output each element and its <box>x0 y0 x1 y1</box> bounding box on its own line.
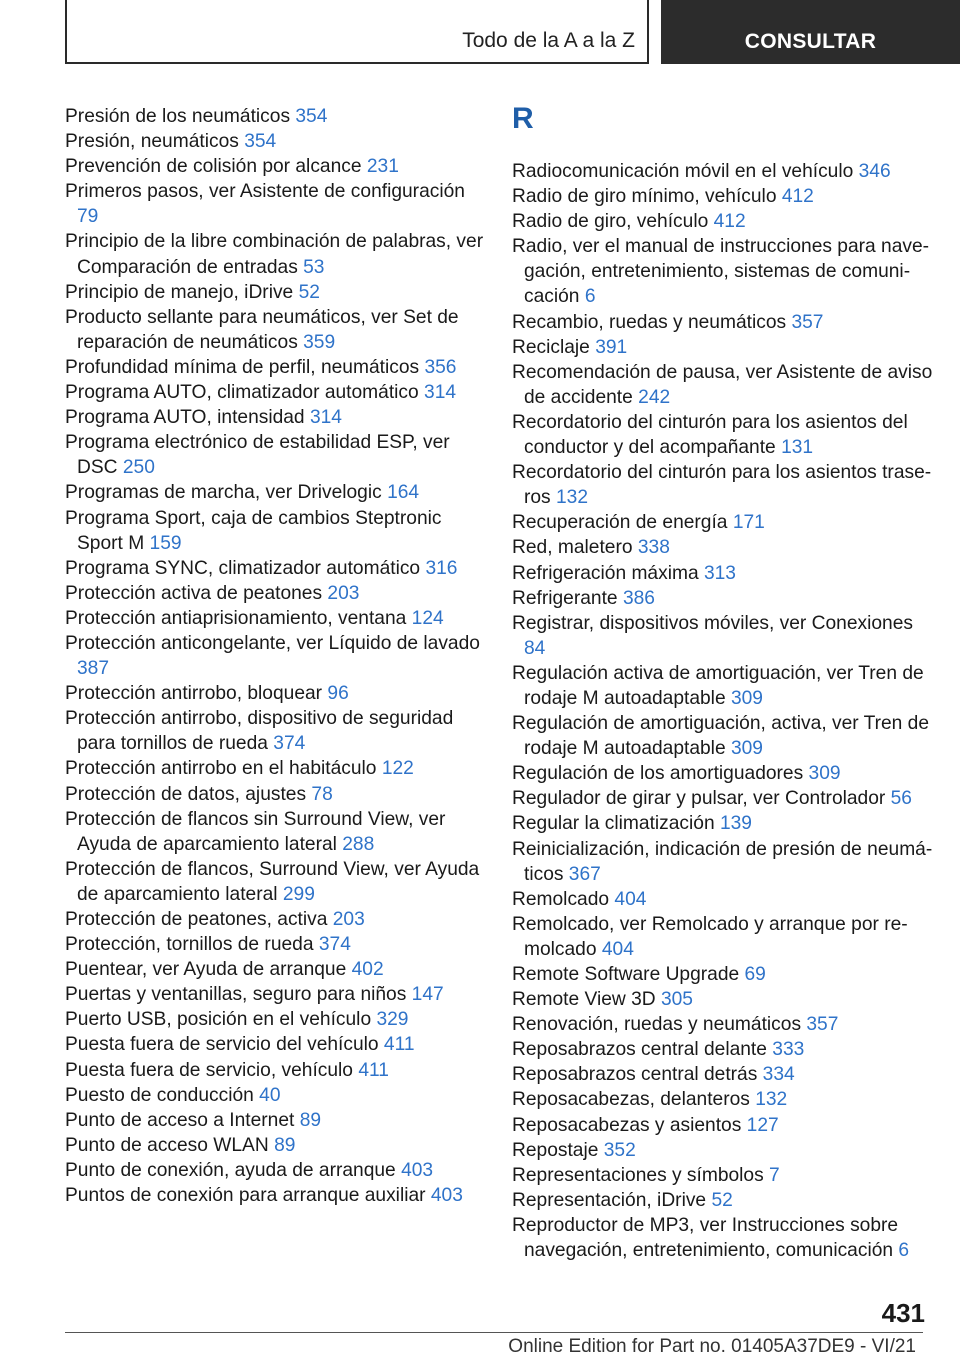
index-entry-page-link[interactable]: 403 <box>401 1159 434 1181</box>
index-entry-term: Recomendación de pausa, ver Asistente de aviso de accidente <box>512 361 933 408</box>
index-entry-term: Reposabrazos central delante <box>512 1039 767 1061</box>
index-entry <box>65 1183 485 1208</box>
index-entry-page-link[interactable]: 367 <box>568 863 601 885</box>
index-entry-term: Remolcado, ver Remolcado y arranque por remolcado <box>512 913 908 960</box>
index-entry-page-link[interactable]: 356 <box>424 356 457 378</box>
index-entry-term: Producto sellante para neumáticos, ver Set de reparación de neumáticos <box>65 306 459 353</box>
index-entry <box>65 305 485 355</box>
index-column-right <box>512 104 936 1263</box>
index-entry-term: Representaciones y símbolos <box>512 1164 764 1186</box>
index-entry-term: Refrigeración máxima <box>512 562 699 584</box>
index-entry <box>512 761 936 786</box>
index-entry <box>65 556 485 581</box>
index-entry-page-link[interactable]: 334 <box>762 1064 795 1086</box>
index-entry <box>65 355 485 380</box>
index-entry-page-link[interactable]: 412 <box>781 186 814 208</box>
index-entry <box>512 1163 936 1188</box>
index-entry-term: Protección de flancos, Surround View, ver Ayuda de aparcamiento lateral <box>65 858 480 905</box>
index-entry-term: Protección de peatones, activa <box>65 909 328 930</box>
index-entry-page-link[interactable]: 84 <box>524 637 546 659</box>
index-entry <box>512 786 936 811</box>
index-entry-term: Refrigerante <box>512 587 618 609</box>
index-entry-page-link[interactable]: 316 <box>425 557 458 579</box>
index-entry-page-link[interactable]: 288 <box>342 833 375 855</box>
index-entry <box>512 811 936 836</box>
index-entry <box>512 1037 936 1062</box>
index-entry-page-link[interactable]: 412 <box>713 211 746 233</box>
header-rule-bottom <box>65 62 649 64</box>
index-entry-page-link[interactable]: 171 <box>732 512 765 534</box>
index-entry-term: Remote View 3D <box>512 989 656 1011</box>
index-entry-page-link[interactable]: 357 <box>791 311 824 333</box>
index-entry <box>65 480 485 505</box>
index-entry-term: Puerto USB, posición en el vehículo <box>65 1009 372 1031</box>
index-entry-term: Programas de marcha, ver Drivelogic <box>65 482 382 504</box>
index-entry-page-link[interactable]: 403 <box>430 1185 463 1207</box>
index-entry-page-link[interactable]: 164 <box>387 482 420 504</box>
index-entry-term: Radio, ver el manual de instrucciones para navegación, entretenimiento, sistemas de comunicación <box>512 236 930 308</box>
index-entry-term: Puesta fuera de servicio del vehículo <box>65 1034 379 1056</box>
index-entry-page-link[interactable]: 89 <box>274 1134 296 1156</box>
index-entry <box>512 711 936 761</box>
index-entry <box>512 310 936 335</box>
index-entry-term: Protección antirrobo en el habitáculo <box>65 758 377 780</box>
index-entry <box>65 706 485 756</box>
index-entry-page-link[interactable]: 139 <box>719 813 752 835</box>
index-entry-term: Recordatorio del cinturón para los asientos traseros <box>512 462 932 509</box>
index-entry-term: Puntos de conexión para arranque auxiliar <box>65 1185 426 1207</box>
index-entry-term: Representación, iDrive <box>512 1189 707 1211</box>
index-entry-term: Reposabrazos central detrás <box>512 1064 758 1086</box>
index-entry-term: Radiocomunicación móvil en el vehículo <box>512 161 854 182</box>
index-entry-page-link[interactable]: 127 <box>746 1114 779 1136</box>
index-entry <box>512 837 936 887</box>
index-entry-term: Reciclaje <box>512 336 590 358</box>
index-entry-page-link[interactable]: 40 <box>259 1084 281 1106</box>
index-entry-term: Protección activa de peatones <box>65 582 323 604</box>
index-entry-term: Regulación de los amortiguadores <box>512 763 804 785</box>
index-entry-term: Radio de giro, vehículo <box>512 211 709 233</box>
index-entry <box>512 510 936 535</box>
index-entry-term: Regular la climatización <box>512 813 715 835</box>
index-entry-page-link[interactable]: 314 <box>309 407 342 429</box>
index-entry-term: Programa AUTO, intensidad <box>65 407 305 429</box>
index-entry-page-link[interactable]: 354 <box>295 106 328 127</box>
index-entry-term: Programa Sport, caja de cambios Steptronic Sport M <box>65 507 442 554</box>
index-entry-page-link[interactable]: 411 <box>358 1059 389 1081</box>
index-entry-page-link[interactable]: 7 <box>769 1164 780 1186</box>
index-entry-term: Prevención de colisión por alcance <box>65 156 362 178</box>
index-entry-term: Recordatorio del cinturón para los asientos del conductor y del acompañante <box>512 411 908 459</box>
index-entry <box>512 184 936 209</box>
index-entry-term: Registrar, dispositivos móviles, ver Conexiones <box>512 612 913 634</box>
index-entry <box>65 129 485 154</box>
index-entry-page-link[interactable]: 78 <box>311 783 333 805</box>
index-entry <box>512 962 936 987</box>
index-entry-term: Regulador de girar y pulsar, ver Controlador <box>512 788 886 810</box>
index-entry-page-link[interactable]: 386 <box>622 587 655 609</box>
index-entry-page-link[interactable]: 374 <box>318 934 351 956</box>
index-entry-page-link[interactable]: 411 <box>383 1034 415 1056</box>
index-entry-page-link[interactable]: 159 <box>149 532 182 554</box>
index-entry <box>65 807 485 857</box>
index-entry-page-link[interactable]: 147 <box>411 984 444 1006</box>
index-entry-term: Programa AUTO, climatizador automático <box>65 382 419 404</box>
index-entry-page-link[interactable]: 299 <box>282 883 315 905</box>
index-entry <box>65 506 485 556</box>
index-entry-term: Renovación, ruedas y neumáticos <box>512 1014 802 1036</box>
index-entry <box>65 104 485 129</box>
index-entry <box>65 229 485 279</box>
index-column-left <box>65 104 485 1208</box>
index-entry <box>512 1012 936 1037</box>
index-entry-page-link[interactable]: 6 <box>584 286 596 308</box>
index-entry-page-link[interactable]: 53 <box>303 256 325 278</box>
index-entry-term: Regulación activa de amortiguación, ver Tren de rodaje M autoadaptable <box>512 662 924 709</box>
index-entry-term: Recambio, ruedas y neumáticos <box>512 311 787 333</box>
index-entry-page-link[interactable]: 132 <box>556 487 589 509</box>
index-entry-term: Principio de manejo, iDrive <box>65 281 294 303</box>
index-entry-page-link[interactable]: 203 <box>332 909 365 930</box>
index-entry-page-link[interactable]: 309 <box>808 763 841 785</box>
index-letter-heading: R <box>512 102 534 135</box>
index-entry-term: Protección de flancos sin Surround View, ver Ayuda de aparcamiento lateral <box>65 808 446 855</box>
index-entry-page-link[interactable]: 52 <box>711 1189 733 1211</box>
index-entry <box>512 360 936 410</box>
index-entry-page-link[interactable]: 6 <box>898 1240 910 1262</box>
index-entry-page-link[interactable]: 305 <box>660 989 693 1011</box>
index-entry-term: Red, maletero <box>512 537 633 559</box>
index-entry-term: Punto de acceso a Internet <box>65 1109 295 1131</box>
index-entry <box>512 1138 936 1163</box>
index-entry <box>512 159 936 184</box>
index-entry-page-link[interactable]: 313 <box>703 562 736 584</box>
index-entry-term: Presión, neumáticos <box>65 131 239 153</box>
index-entry-page-link[interactable]: 309 <box>730 738 763 760</box>
index-entry-term: Puertas y ventanillas, seguro para niños <box>65 984 407 1006</box>
index-entry-term: Presión de los neumáticos <box>65 106 291 127</box>
index-entry-page-link[interactable]: 374 <box>273 733 306 755</box>
index-entry <box>512 1113 936 1138</box>
index-entry <box>65 857 485 907</box>
index-entry <box>512 209 936 234</box>
index-entry-page-link[interactable]: 131 <box>781 437 814 459</box>
index-entry-page-link[interactable]: 250 <box>122 457 155 479</box>
index-entry-term: Reposacabezas, delanteros <box>512 1089 750 1111</box>
index-entry-page-link[interactable]: 404 <box>601 938 634 960</box>
index-entry <box>65 581 485 606</box>
index-entry-term: Reposacabezas y asientos <box>512 1114 742 1136</box>
index-entry-page-link[interactable]: 346 <box>858 161 891 182</box>
index-entry-page-link[interactable]: 69 <box>744 964 766 985</box>
index-entry <box>512 1213 936 1263</box>
index-entry <box>65 380 485 405</box>
consult-tab[interactable]: CONSULTAR <box>661 0 960 64</box>
index-entry-page-link[interactable]: 231 <box>366 156 399 178</box>
index-entry-term: Programa electrónico de estabilidad ESP, ver DSC <box>65 432 450 479</box>
index-entry <box>512 661 936 711</box>
index-entry-term: Protección antirrobo, bloquear <box>65 683 323 705</box>
index-entry-term: Remolcado <box>512 888 610 910</box>
index-entry <box>512 1062 936 1087</box>
index-entry-page-link[interactable]: 359 <box>303 331 336 353</box>
index-entry <box>65 606 485 631</box>
index-entry-page-link[interactable]: 329 <box>376 1009 409 1031</box>
index-entry-page-link[interactable]: 79 <box>77 206 99 228</box>
index-entry <box>512 1188 936 1213</box>
index-entry-term: Radio de giro mínimo, vehículo <box>512 186 777 208</box>
index-entry-page-link[interactable]: 352 <box>603 1139 636 1161</box>
page-number: 431 <box>881 1298 925 1328</box>
index-entry <box>65 154 485 179</box>
index-entry-page-link[interactable]: 132 <box>755 1089 788 1111</box>
index-entry-page-link[interactable]: 402 <box>351 959 384 981</box>
index-entry-page-link[interactable]: 89 <box>299 1109 322 1131</box>
index-entry-term: Puesta fuera de servicio, vehículo <box>65 1059 353 1081</box>
index-entry <box>65 1032 485 1057</box>
footer-edition: Online Edition for Part no. 01405A37DE9 - VI/21 <box>508 1336 916 1357</box>
index-entry <box>512 460 936 510</box>
index-entry-page-link[interactable]: 124 <box>411 607 444 629</box>
index-entry <box>512 535 936 560</box>
index-entry-term: Puesto de conducción <box>65 1084 254 1106</box>
index-entry-term: Profundidad mínima de perfil, neumáticos <box>65 356 420 378</box>
index-entry-page-link[interactable]: 354 <box>244 131 277 153</box>
index-entry-term: Puentear, ver Ayuda de arranque <box>65 959 347 981</box>
index-entry <box>65 1083 485 1108</box>
section-title[interactable]: Todo de la A a la Z <box>462 29 635 52</box>
header-rule-mid <box>647 0 649 64</box>
index-entry-term: Recuperación de energía <box>512 512 728 534</box>
index-entry-term: Protección de datos, ajustes <box>65 783 307 805</box>
index-entry-page-link[interactable]: 56 <box>890 788 912 810</box>
index-entry-page-link[interactable]: 52 <box>298 281 320 303</box>
index-entry <box>65 1007 485 1032</box>
index-entry-page-link[interactable]: 338 <box>637 537 670 559</box>
index-entry-page-link[interactable]: 391 <box>595 336 628 358</box>
footer-rule <box>65 1332 923 1333</box>
index-entry <box>512 912 936 962</box>
index-entry-page-link[interactable]: 242 <box>638 386 671 408</box>
index-entry-page-link[interactable]: 404 <box>614 888 647 910</box>
index-entry <box>65 1108 485 1133</box>
index-entry-term: Principio de la libre combinación de palabras, ver Comparación de entradas <box>65 231 484 278</box>
index-entry <box>65 982 485 1007</box>
index-entry <box>65 957 485 982</box>
index-entry-term: Primeros pasos, ver Asistente de configuración <box>65 181 465 203</box>
index-entry-page-link[interactable]: 387 <box>77 658 110 680</box>
index-entry-term: Reproductor de MP3, ver Instrucciones sobre navegación, entretenimiento, comunicación <box>512 1214 899 1262</box>
index-entry <box>65 430 485 480</box>
index-entry <box>65 631 485 681</box>
index-entry-page-link[interactable]: 314 <box>424 382 457 404</box>
index-entry-term: Programa SYNC, climatizador automático <box>65 557 421 579</box>
index-entry-term: Protección antirrobo, dispositivo de seguridad para tornillos de rueda <box>65 708 454 755</box>
index-entry <box>512 987 936 1012</box>
index-entry-term: Punto de conexión, ayuda de arranque <box>65 1159 396 1181</box>
index-entry <box>65 782 485 807</box>
index-entry <box>65 1133 485 1158</box>
index-entry <box>65 1058 485 1083</box>
index-entry-term: Reinicialización, indicación de presión de neumáticos <box>512 838 933 885</box>
index-entry <box>512 410 936 460</box>
index-entry <box>65 179 485 229</box>
index-entry <box>65 1158 485 1183</box>
index-entry <box>512 611 936 661</box>
index-entry-page-link[interactable]: 203 <box>327 582 360 604</box>
index-entry-page-link[interactable]: 309 <box>730 687 763 709</box>
index-entry <box>512 887 936 912</box>
index-entry-page-link[interactable]: 96 <box>327 683 349 705</box>
index-entry-term: Protección anticongelante, ver Líquido de lavado <box>65 632 480 654</box>
index-entry-term: Repostaje <box>512 1139 599 1161</box>
index-entry <box>512 1087 936 1112</box>
index-entry <box>512 586 936 611</box>
index-entry-page-link[interactable]: 357 <box>806 1014 839 1036</box>
index-entry-page-link[interactable]: 122 <box>381 758 414 780</box>
index-entry <box>65 681 485 706</box>
index-entry-term: Protección, tornillos de rueda <box>65 934 314 956</box>
index-entry-term: Protección antiaprisionamiento, ventana <box>65 607 407 629</box>
index-entry <box>512 335 936 360</box>
index-entry-term: Regulación de amortiguación, activa, ver Tren de rodaje M autoadaptable <box>512 713 930 760</box>
index-entry <box>512 234 936 309</box>
index-entry <box>65 932 485 957</box>
index-entry <box>512 561 936 586</box>
index-entry <box>65 405 485 430</box>
index-entry-page-link[interactable]: 333 <box>772 1039 805 1061</box>
index-entry <box>65 907 485 932</box>
index-entry-term: Punto de acceso WLAN <box>65 1134 269 1156</box>
index-entry <box>65 280 485 305</box>
index-entry-term: Remote Software Upgrade <box>512 964 740 985</box>
index-entry <box>65 756 485 781</box>
